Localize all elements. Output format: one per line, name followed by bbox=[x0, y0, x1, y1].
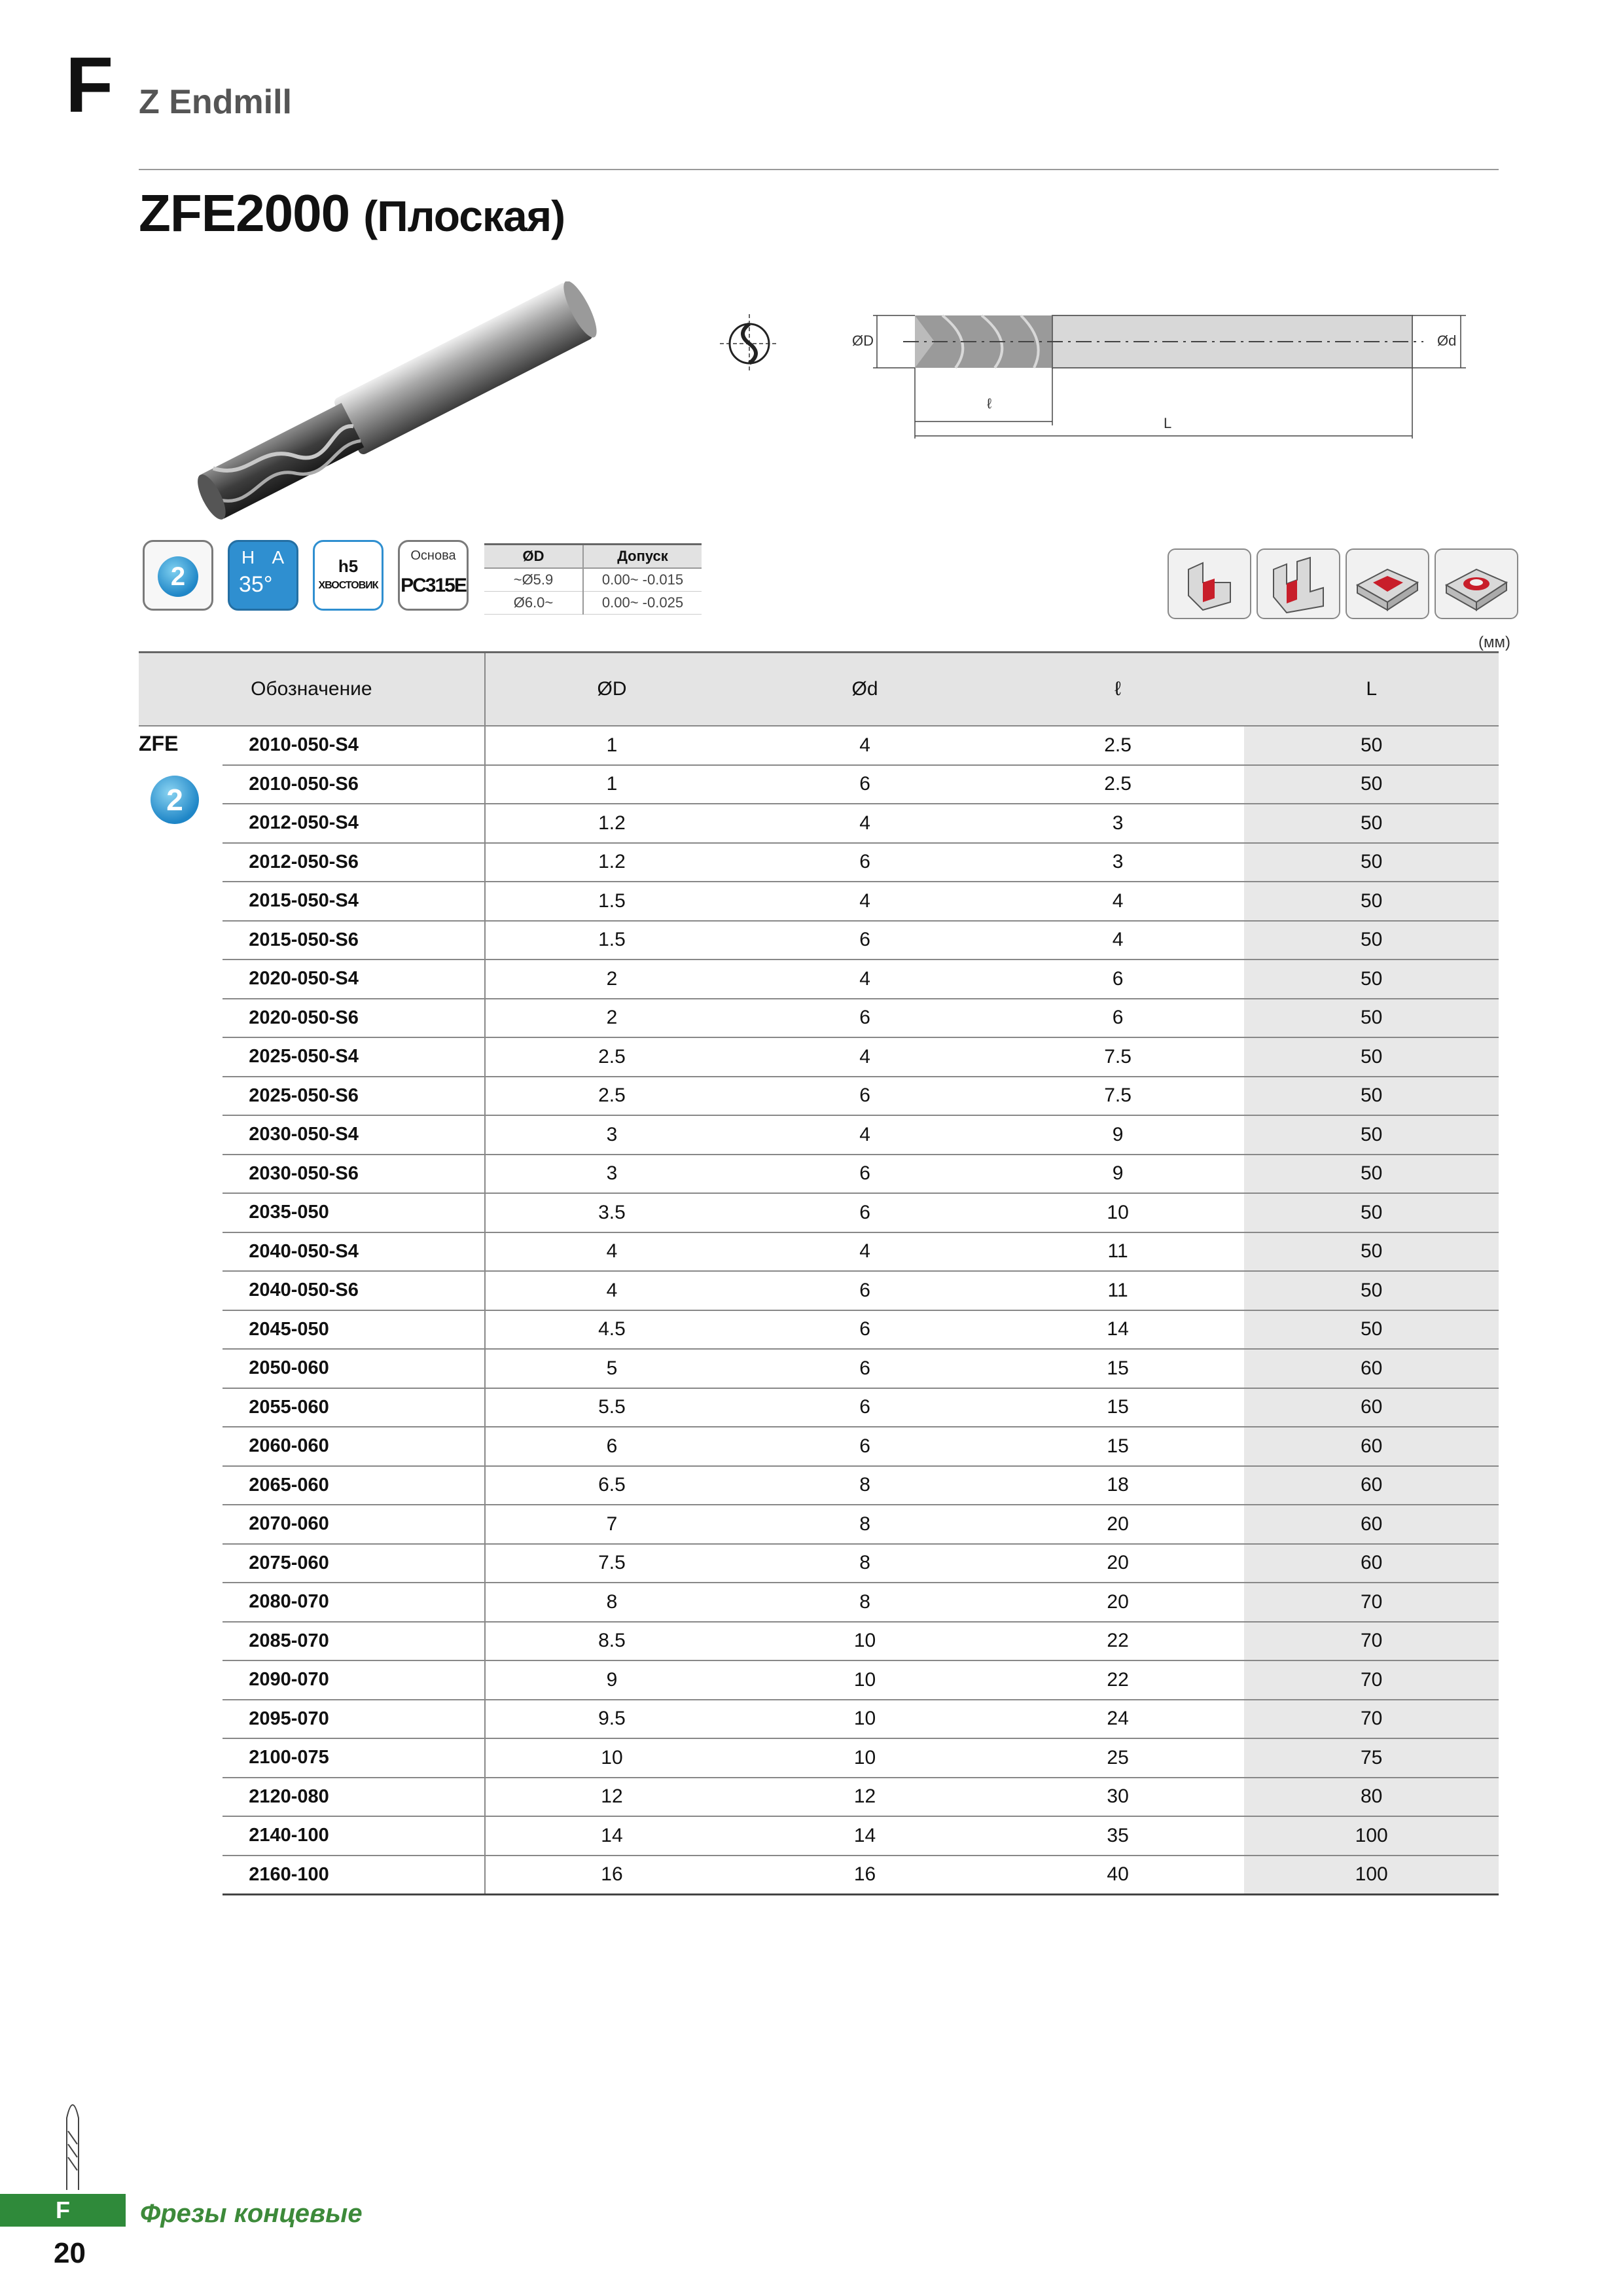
table-row bbox=[139, 804, 1499, 843]
plunge-milling-icon bbox=[1435, 548, 1518, 619]
d2-cell: 10 bbox=[738, 1738, 991, 1778]
d1-cell: 3 bbox=[485, 1115, 739, 1155]
tolerance-cell: Ø6.0~ bbox=[484, 592, 583, 615]
grade-icon bbox=[398, 540, 469, 611]
flute-length-cell: 24 bbox=[991, 1700, 1245, 1739]
flute-length-cell: 7.5 bbox=[991, 1037, 1245, 1077]
table-row bbox=[139, 1544, 1499, 1583]
table-row bbox=[139, 1388, 1499, 1427]
d1-cell: 4.5 bbox=[485, 1310, 739, 1350]
length-cell: 100 bbox=[1244, 1856, 1499, 1895]
tolerance-cell: 0.00~ -0.025 bbox=[583, 592, 702, 615]
flute-length-cell: 20 bbox=[991, 1544, 1245, 1583]
table-row bbox=[139, 1738, 1499, 1778]
unit-label: (мм) bbox=[1478, 634, 1510, 651]
length-cell: 75 bbox=[1244, 1738, 1499, 1778]
flute-length-cell: 15 bbox=[991, 1349, 1245, 1388]
table-row bbox=[139, 1115, 1499, 1155]
series-name: ZFE bbox=[139, 732, 179, 755]
length-cell: 60 bbox=[1244, 1544, 1499, 1583]
helix-label: H A bbox=[241, 547, 291, 567]
d2-cell: 6 bbox=[738, 843, 991, 882]
d1-cell: 12 bbox=[485, 1778, 739, 1817]
col-l: ℓ bbox=[991, 653, 1245, 726]
designation-cell: 2020-050-S6 bbox=[223, 999, 485, 1038]
d1-cell: 4 bbox=[485, 1271, 739, 1310]
flute-length-cell: 2.5 bbox=[991, 726, 1245, 765]
table-header-row bbox=[139, 653, 1499, 726]
table-row bbox=[139, 882, 1499, 921]
endmill-footer-icon bbox=[63, 2092, 82, 2190]
product-type: (Плоская) bbox=[363, 192, 565, 240]
flute-length-cell: 10 bbox=[991, 1193, 1245, 1232]
d2-cell: 8 bbox=[738, 1583, 991, 1622]
d1-cell: 5.5 bbox=[485, 1388, 739, 1427]
d1-cell: 1 bbox=[485, 726, 739, 765]
tolerance-header: Допуск bbox=[583, 545, 702, 569]
d2-cell: 6 bbox=[738, 765, 991, 804]
table-row bbox=[139, 1660, 1499, 1700]
designation-cell: 2075-060 bbox=[223, 1544, 485, 1583]
designation-cell: 2020-050-S4 bbox=[223, 960, 485, 999]
length-cell: 100 bbox=[1244, 1816, 1499, 1856]
col-designation: Обозначение bbox=[139, 653, 485, 726]
designation-cell: 2050-060 bbox=[223, 1349, 485, 1388]
designation-cell: 2070-060 bbox=[223, 1505, 485, 1544]
length-cell: 50 bbox=[1244, 999, 1499, 1038]
designation-cell: 2015-050-S6 bbox=[223, 921, 485, 960]
tolerance-header-row bbox=[484, 545, 702, 569]
flute-section-icon bbox=[720, 314, 779, 373]
flute-length-cell: 9 bbox=[991, 1115, 1245, 1155]
footer-section-letter: F bbox=[0, 2194, 126, 2227]
length-cell: 50 bbox=[1244, 960, 1499, 999]
table-row bbox=[139, 1155, 1499, 1194]
length-cell: 70 bbox=[1244, 1700, 1499, 1739]
product-table bbox=[139, 651, 1499, 1895]
d2-cell: 16 bbox=[738, 1856, 991, 1895]
flutes-icon bbox=[143, 540, 213, 611]
d1-cell: 3 bbox=[485, 1155, 739, 1194]
shank-tolerance-icon bbox=[313, 540, 383, 611]
d2-cell: 14 bbox=[738, 1816, 991, 1856]
series-cell bbox=[139, 726, 223, 1895]
designation-cell: 2090-070 bbox=[223, 1660, 485, 1700]
flute-length-cell: 3 bbox=[991, 804, 1245, 843]
d2-cell: 6 bbox=[738, 1155, 991, 1194]
length-cell: 50 bbox=[1244, 921, 1499, 960]
d1-cell: 9.5 bbox=[485, 1700, 739, 1739]
length-cell: 60 bbox=[1244, 1466, 1499, 1505]
tolerance-table bbox=[484, 543, 702, 615]
designation-cell: 2012-050-S6 bbox=[223, 843, 485, 882]
d1-cell: 10 bbox=[485, 1738, 739, 1778]
length-cell: 60 bbox=[1244, 1388, 1499, 1427]
d2-cell: 6 bbox=[738, 1077, 991, 1116]
d1-cell: 1.5 bbox=[485, 921, 739, 960]
d1-cell: 16 bbox=[485, 1856, 739, 1895]
d1-cell: 14 bbox=[485, 1816, 739, 1856]
length-cell: 50 bbox=[1244, 1193, 1499, 1232]
flute-length-cell: 6 bbox=[991, 960, 1245, 999]
flute-length-cell: 11 bbox=[991, 1271, 1245, 1310]
label-D: ØD bbox=[852, 332, 874, 349]
flute-length-cell: 7.5 bbox=[991, 1077, 1245, 1116]
d1-cell: 8.5 bbox=[485, 1622, 739, 1661]
d2-cell: 10 bbox=[738, 1622, 991, 1661]
length-cell: 50 bbox=[1244, 1037, 1499, 1077]
label-l: ℓ bbox=[987, 395, 992, 412]
col-d: Ød bbox=[738, 653, 991, 726]
d1-cell: 7 bbox=[485, 1505, 739, 1544]
length-cell: 60 bbox=[1244, 1505, 1499, 1544]
designation-cell: 2100-075 bbox=[223, 1738, 485, 1778]
d2-cell: 12 bbox=[738, 1778, 991, 1817]
flute-length-cell: 22 bbox=[991, 1622, 1245, 1661]
shank-label: ХВОСТОВИК bbox=[318, 580, 378, 591]
flute-length-cell: 4 bbox=[991, 882, 1245, 921]
flute-length-cell: 11 bbox=[991, 1232, 1245, 1272]
d2-cell: 4 bbox=[738, 960, 991, 999]
d2-cell: 6 bbox=[738, 1388, 991, 1427]
d2-cell: 4 bbox=[738, 1115, 991, 1155]
d1-cell: 1.5 bbox=[485, 882, 739, 921]
flute-length-cell: 20 bbox=[991, 1505, 1245, 1544]
d1-cell: 9 bbox=[485, 1660, 739, 1700]
designation-cell: 2080-070 bbox=[223, 1583, 485, 1622]
tolerance-cell: 0.00~ -0.015 bbox=[583, 568, 702, 592]
d1-cell: 4 bbox=[485, 1232, 739, 1272]
flute-length-cell: 25 bbox=[991, 1738, 1245, 1778]
d1-cell: 7.5 bbox=[485, 1544, 739, 1583]
designation-cell: 2030-050-S4 bbox=[223, 1115, 485, 1155]
d1-cell: 1.2 bbox=[485, 804, 739, 843]
col-D: ØD bbox=[485, 653, 739, 726]
designation-cell: 2160-100 bbox=[223, 1856, 485, 1895]
col-L: L bbox=[1244, 653, 1499, 726]
d2-cell: 6 bbox=[738, 999, 991, 1038]
dimension-drawing bbox=[825, 308, 1492, 445]
flute-length-cell: 35 bbox=[991, 1816, 1245, 1856]
slot-milling-icon bbox=[1257, 548, 1340, 619]
designation-cell: 2015-050-S4 bbox=[223, 882, 485, 921]
d2-cell: 4 bbox=[738, 1037, 991, 1077]
table-row bbox=[139, 999, 1499, 1038]
endmill-photo bbox=[151, 281, 635, 524]
d2-cell: 6 bbox=[738, 921, 991, 960]
d2-cell: 8 bbox=[738, 1544, 991, 1583]
table-row bbox=[139, 1077, 1499, 1116]
grade-value: PC315E bbox=[401, 575, 466, 596]
designation-cell: 2012-050-S4 bbox=[223, 804, 485, 843]
section-letter: F bbox=[65, 41, 114, 129]
designation-cell: 2060-060 bbox=[223, 1427, 485, 1466]
d2-cell: 6 bbox=[738, 1271, 991, 1310]
length-cell: 80 bbox=[1244, 1778, 1499, 1817]
product-code: ZFE2000 bbox=[139, 184, 350, 242]
tolerance-cell: ~Ø5.9 bbox=[484, 568, 583, 592]
label-L: L bbox=[1164, 415, 1172, 431]
d1-cell: 1 bbox=[485, 765, 739, 804]
d2-cell: 6 bbox=[738, 1427, 991, 1466]
helix-angle: 35° bbox=[239, 572, 273, 597]
length-cell: 50 bbox=[1244, 1310, 1499, 1350]
d2-cell: 6 bbox=[738, 1310, 991, 1350]
designation-cell: 2025-050-S4 bbox=[223, 1037, 485, 1077]
d1-cell: 2 bbox=[485, 999, 739, 1038]
d1-cell: 2.5 bbox=[485, 1077, 739, 1116]
table-row bbox=[139, 960, 1499, 999]
section-name: Z Endmill bbox=[139, 83, 292, 121]
table-row bbox=[139, 1700, 1499, 1739]
table-row bbox=[139, 921, 1499, 960]
d2-cell: 10 bbox=[738, 1700, 991, 1739]
d2-cell: 4 bbox=[738, 804, 991, 843]
grade-label: Основа bbox=[410, 548, 456, 563]
helix-angle-icon bbox=[228, 540, 298, 611]
table-row bbox=[139, 1856, 1499, 1895]
table-row bbox=[139, 1466, 1499, 1505]
label-d: Ød bbox=[1437, 332, 1457, 349]
table-row bbox=[139, 843, 1499, 882]
designation-cell: 2095-070 bbox=[223, 1700, 485, 1739]
flute-length-cell: 22 bbox=[991, 1660, 1245, 1700]
flute-length-cell: 15 bbox=[991, 1388, 1245, 1427]
table-row bbox=[139, 1232, 1499, 1272]
table-row bbox=[139, 1816, 1499, 1856]
length-cell: 50 bbox=[1244, 843, 1499, 882]
d1-cell: 1.2 bbox=[485, 843, 739, 882]
product-title bbox=[139, 183, 565, 243]
tolerance-row bbox=[484, 592, 702, 615]
table-row bbox=[139, 765, 1499, 804]
length-cell: 60 bbox=[1244, 1427, 1499, 1466]
designation-cell: 2065-060 bbox=[223, 1466, 485, 1505]
flute-length-cell: 15 bbox=[991, 1427, 1245, 1466]
d2-cell: 8 bbox=[738, 1466, 991, 1505]
d2-cell: 4 bbox=[738, 882, 991, 921]
designation-cell: 2040-050-S4 bbox=[223, 1232, 485, 1272]
d2-cell: 10 bbox=[738, 1660, 991, 1700]
flute-length-cell: 6 bbox=[991, 999, 1245, 1038]
length-cell: 50 bbox=[1244, 804, 1499, 843]
flute-length-cell: 3 bbox=[991, 843, 1245, 882]
flute-count: 2 bbox=[158, 556, 198, 597]
length-cell: 70 bbox=[1244, 1622, 1499, 1661]
d1-cell: 6.5 bbox=[485, 1466, 739, 1505]
flute-length-cell: 4 bbox=[991, 921, 1245, 960]
d1-cell: 8 bbox=[485, 1583, 739, 1622]
shank-tolerance: h5 bbox=[338, 556, 359, 576]
designation-cell: 2085-070 bbox=[223, 1622, 485, 1661]
designation-cell: 2030-050-S6 bbox=[223, 1155, 485, 1194]
d2-cell: 6 bbox=[738, 1349, 991, 1388]
length-cell: 50 bbox=[1244, 1155, 1499, 1194]
table-row bbox=[139, 1349, 1499, 1388]
header-divider bbox=[139, 169, 1499, 170]
table-row bbox=[139, 1778, 1499, 1817]
d1-cell: 3.5 bbox=[485, 1193, 739, 1232]
d1-cell: 6 bbox=[485, 1427, 739, 1466]
d1-cell: 2 bbox=[485, 960, 739, 999]
table-row bbox=[139, 726, 1499, 765]
footer-category: Фрезы концевые bbox=[140, 2199, 363, 2228]
page-number: 20 bbox=[54, 2237, 86, 2269]
length-cell: 50 bbox=[1244, 882, 1499, 921]
flute-count-badge: 2 bbox=[151, 776, 199, 824]
shoulder-milling-icon bbox=[1168, 548, 1251, 619]
d2-cell: 6 bbox=[738, 1193, 991, 1232]
designation-cell: 2010-050-S4 bbox=[223, 726, 485, 765]
table-row bbox=[139, 1193, 1499, 1232]
flute-length-cell: 14 bbox=[991, 1310, 1245, 1350]
flute-length-cell: 30 bbox=[991, 1778, 1245, 1817]
table-row bbox=[139, 1427, 1499, 1466]
designation-cell: 2055-060 bbox=[223, 1388, 485, 1427]
table-row bbox=[139, 1583, 1499, 1622]
pocket-milling-icon bbox=[1346, 548, 1429, 619]
d2-cell: 8 bbox=[738, 1505, 991, 1544]
table-row bbox=[139, 1271, 1499, 1310]
flute-length-cell: 9 bbox=[991, 1155, 1245, 1194]
length-cell: 70 bbox=[1244, 1583, 1499, 1622]
table-row bbox=[139, 1310, 1499, 1350]
d1-cell: 5 bbox=[485, 1349, 739, 1388]
table-row bbox=[139, 1622, 1499, 1661]
d2-cell: 4 bbox=[738, 726, 991, 765]
designation-cell: 2040-050-S6 bbox=[223, 1271, 485, 1310]
length-cell: 70 bbox=[1244, 1660, 1499, 1700]
table-body bbox=[139, 726, 1499, 1895]
tolerance-row bbox=[484, 568, 702, 592]
table-row bbox=[139, 1037, 1499, 1077]
d1-cell: 2.5 bbox=[485, 1037, 739, 1077]
designation-cell: 2120-080 bbox=[223, 1778, 485, 1817]
designation-cell: 2035-050 bbox=[223, 1193, 485, 1232]
d2-cell: 4 bbox=[738, 1232, 991, 1272]
length-cell: 50 bbox=[1244, 765, 1499, 804]
designation-cell: 2140-100 bbox=[223, 1816, 485, 1856]
flute-length-cell: 18 bbox=[991, 1466, 1245, 1505]
designation-cell: 2025-050-S6 bbox=[223, 1077, 485, 1116]
length-cell: 50 bbox=[1244, 726, 1499, 765]
table-row bbox=[139, 1505, 1499, 1544]
length-cell: 50 bbox=[1244, 1271, 1499, 1310]
designation-cell: 2010-050-S6 bbox=[223, 765, 485, 804]
designation-cell: 2045-050 bbox=[223, 1310, 485, 1350]
length-cell: 50 bbox=[1244, 1115, 1499, 1155]
flute-length-cell: 40 bbox=[991, 1856, 1245, 1895]
length-cell: 50 bbox=[1244, 1232, 1499, 1272]
flute-length-cell: 20 bbox=[991, 1583, 1245, 1622]
length-cell: 60 bbox=[1244, 1349, 1499, 1388]
tolerance-header: ØD bbox=[484, 545, 583, 569]
flute-length-cell: 2.5 bbox=[991, 765, 1245, 804]
length-cell: 50 bbox=[1244, 1077, 1499, 1116]
